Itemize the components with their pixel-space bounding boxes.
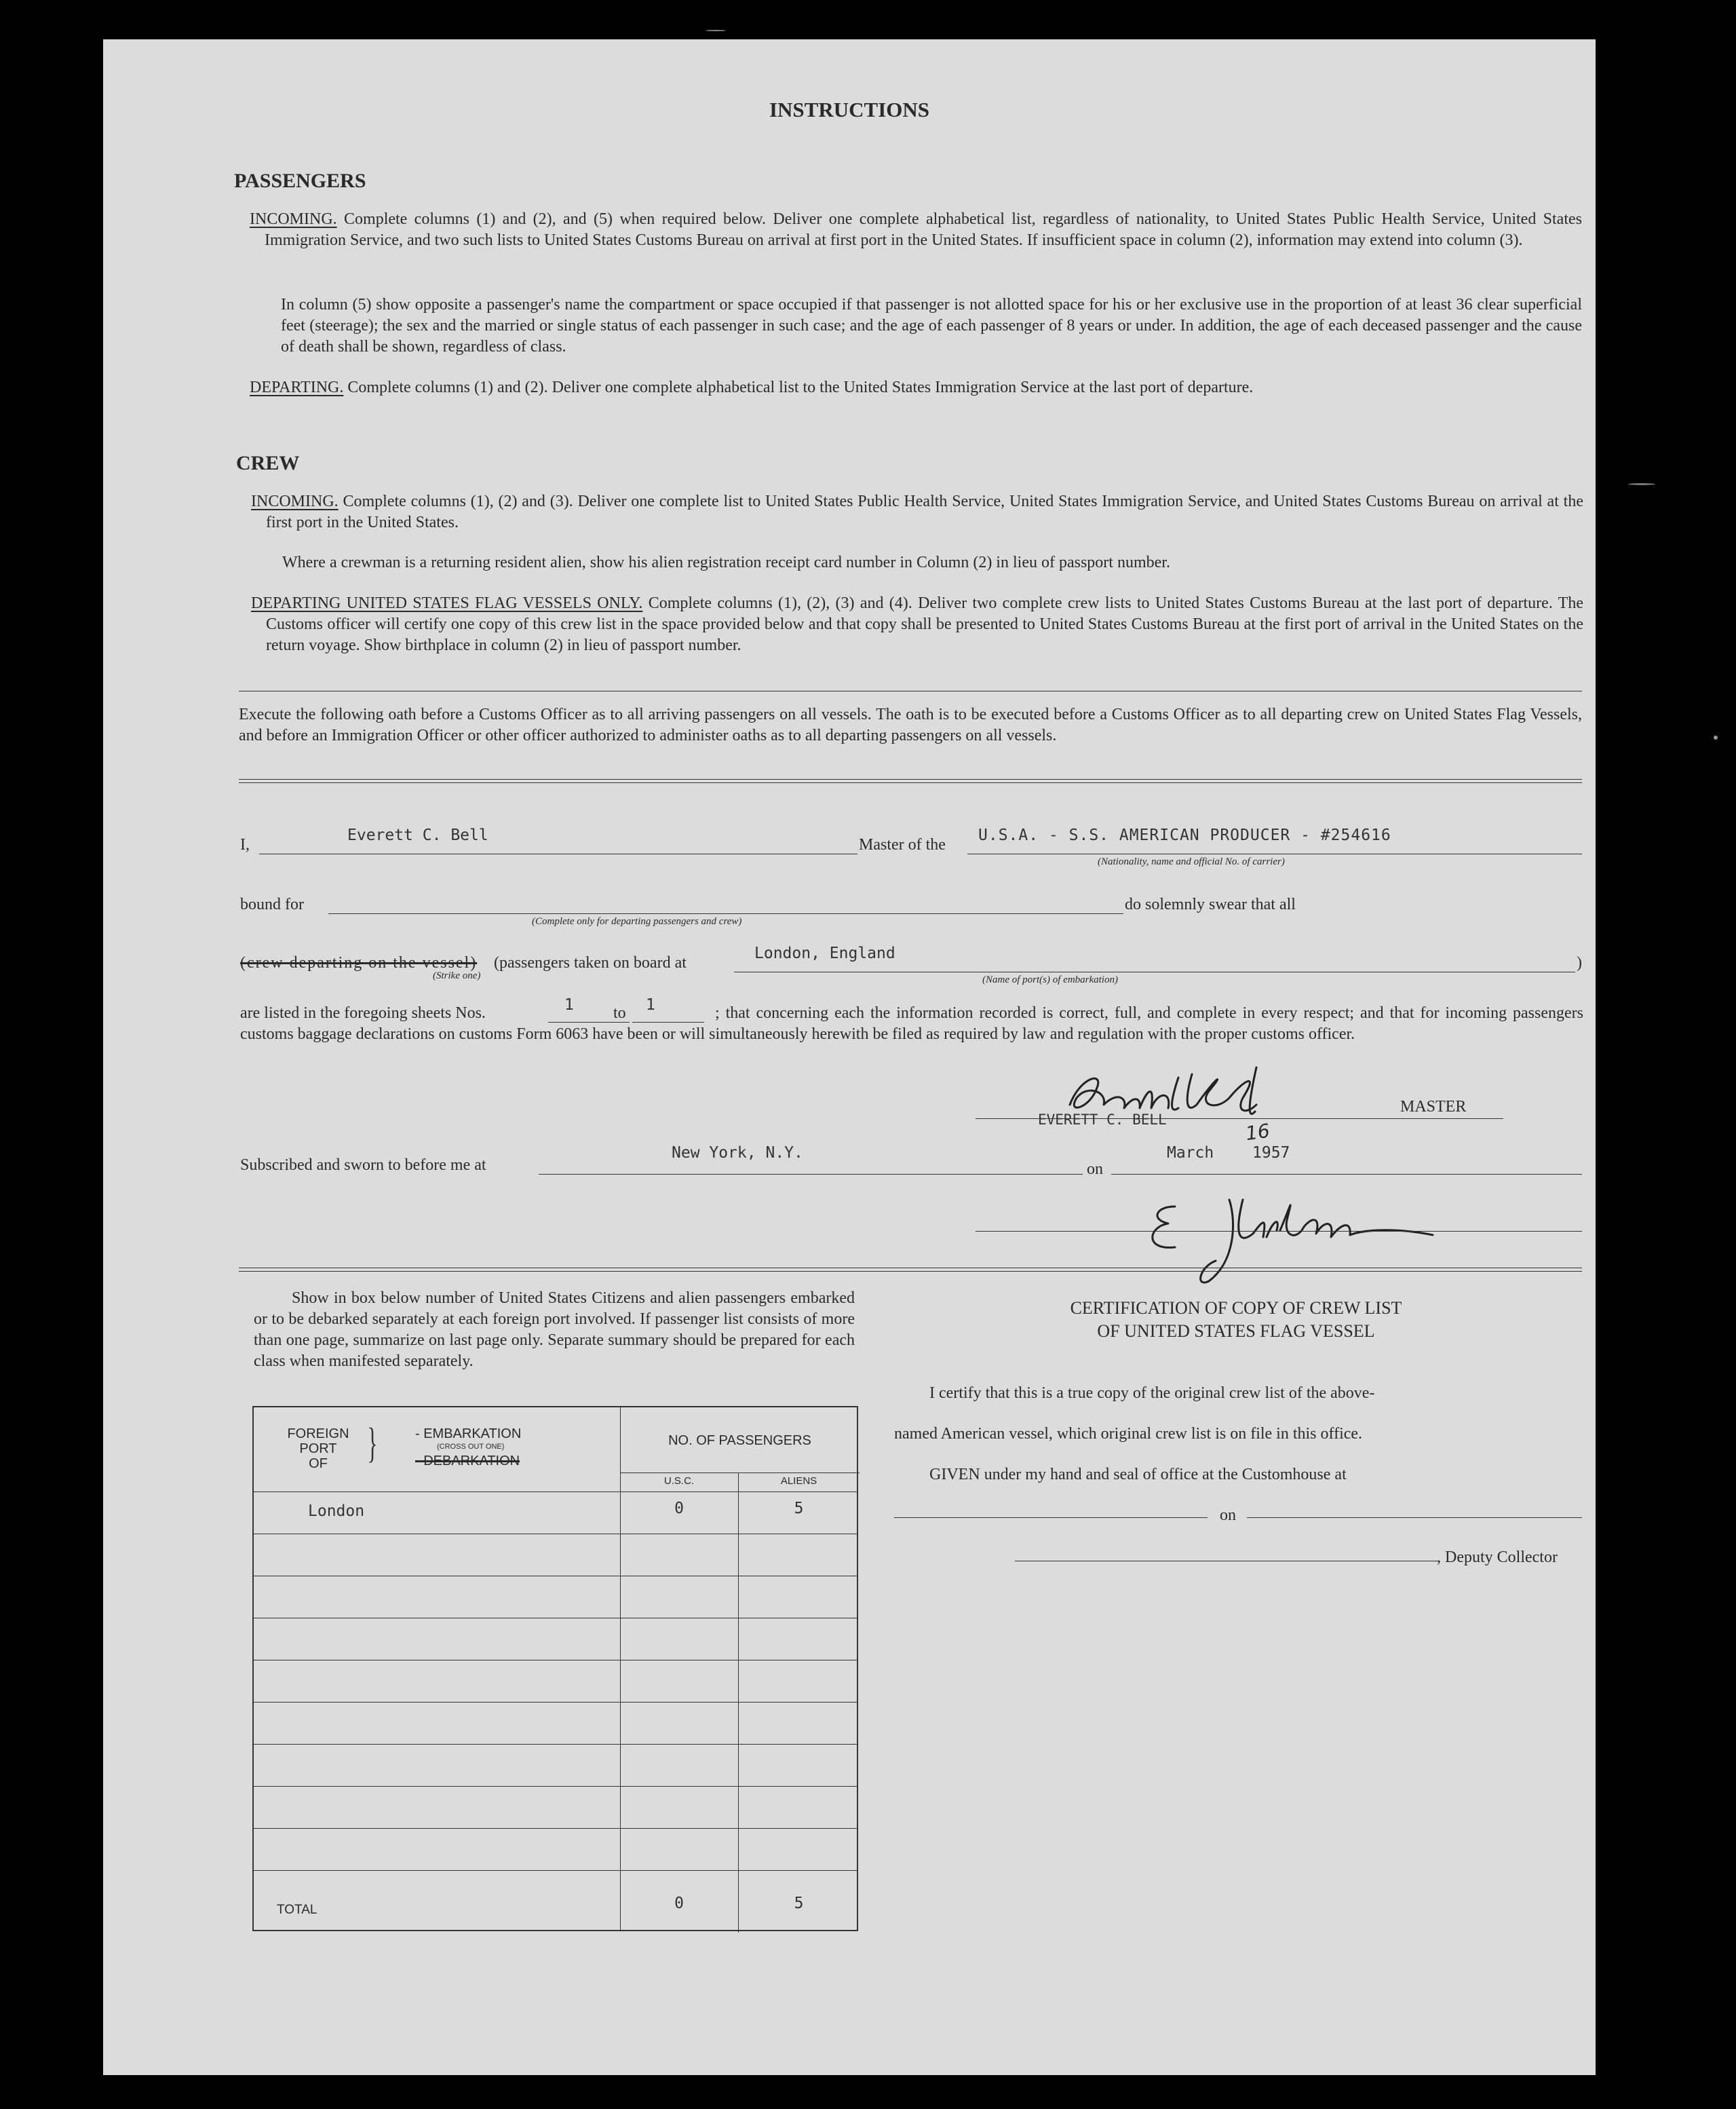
passengers-incoming-paragraph (250, 209, 1582, 251)
row-divider (254, 1786, 857, 1787)
total-usc-value: 0 (674, 1895, 684, 1912)
crew-heading: CREW (236, 452, 300, 474)
certification-title-line2: OF UNITED STATES FLAG VESSEL (1097, 1321, 1375, 1341)
crew-departing-paragraph (251, 593, 1584, 656)
double-divider (239, 779, 1582, 783)
master-of-label: Master of the (859, 836, 946, 854)
crew-departing-text: Complete columns (1), (2), (3) and (4). Deliver two complete crew lists to United States Customs Bureau at the last port of departure. The Customs officer will certify one copy of this crew list in the space provided below and that copy shall be presented to United States Customs Bureau at the first port of arrival in the United States on the return voyage. Show birthplace in column (2) in lieu of passport number. (266, 594, 1584, 654)
certification-text-line2: named American vessel, which original crew list is on file in this office. (894, 1425, 1363, 1443)
sworn-place-line (539, 1174, 1083, 1175)
sheets-to-label: to (613, 1004, 626, 1022)
col-port-line: PORT (299, 1441, 337, 1456)
customhouse-line (894, 1517, 1208, 1518)
master-name-value: Everett C. Bell (347, 826, 488, 844)
master-signature-name: EVERETT C. BELL (1038, 1112, 1167, 1128)
aliens-header: ALIENS (780, 1475, 817, 1487)
master-signature (1039, 1050, 1378, 1152)
sheet-from-value: 1 (564, 996, 574, 1014)
certification-title-line1: CERTIFICATION OF COPY OF CREW LIST (1070, 1298, 1402, 1318)
debarkation-struck: - DEBARKATION (415, 1454, 520, 1468)
officer-signature (1134, 1179, 1582, 1302)
crew-departing-label: DEPARTING UNITED STATES FLAG VESSELS ONLY. (251, 594, 643, 612)
passengers-departing-paragraph (250, 377, 1582, 398)
strike-caption: (Strike one) (433, 970, 481, 981)
row-divider (254, 1828, 857, 1829)
bound-for-label: bound for (240, 896, 304, 913)
crew-departing-struck: (crew departing on the vessel) (240, 954, 478, 972)
passengers-column5-paragraph: In column (5) show opposite a passenger's name the compartment or space occupied if that passenger is not allotted space for his or her exclusive use in the proportion of at least 36 clear superficial feet (steerage); the sex and the married or single status of each passenger in such case; and the age of each passenger of 8 years or under. In addition, the age of each deceased passenger and the cause of death shall be shown, regardless of class. (281, 296, 1582, 356)
scan-speck (1714, 736, 1718, 740)
passengers-incoming-text: Complete columns (1) and (2), and (5) when required below. Deliver one complete alphabetical list, regardless of nationality, to United States Public Health Service, United States Immigration Service, and two such lists to United States Customs Bureau on arrival at first port in the United States. If insufficient space in column (2), information may extend into column (3). (265, 210, 1582, 249)
sworn-day-value: 16 (1243, 1119, 1271, 1145)
passengers-incoming-label: INCOMING. (250, 210, 337, 228)
passengers-taken-label: (passengers taken on board at (494, 954, 687, 972)
usc-header: U.S.C. (663, 1475, 695, 1487)
passengers-departing-text: Complete columns (1) and (2). Deliver one complete alphabetical list to the United States Immigration Service at the last port of departure. (347, 379, 1254, 396)
col-port-line: FOREIGN (287, 1426, 349, 1441)
vessel-value: U.S.A. - S.S. AMERICAN PRODUCER - #254616 (978, 826, 1391, 844)
sheets-label: are listed in the foregoing sheets Nos. (240, 1004, 486, 1022)
sworn-on-label: on (1087, 1160, 1103, 1178)
deputy-collector-label: , Deputy Collector (1437, 1548, 1558, 1566)
sheet-to-value: 1 (646, 996, 655, 1014)
certification-text-line1: I certify that this is a true copy of the original crew list of the above- (929, 1384, 1375, 1402)
passengers-departing-label: DEPARTING. (250, 379, 344, 396)
passenger-summary-table (252, 1406, 858, 1931)
double-divider-2 (239, 1268, 1582, 1272)
crew-resident-paragraph: Where a crewman is a returning resident alien, show his alien registration receipt card number in Column (2) in lieu of passport number. (282, 554, 1170, 571)
close-paren: ) (1577, 954, 1582, 972)
col-port-line: OF (309, 1456, 328, 1471)
vessel-caption: (Nationality, name and official No. of carrier) (1098, 856, 1285, 867)
oath-intro: Execute the following oath before a Customs Officer as to all arriving passengers on all vessels. The oath is to be executed before a Customs Officer as to all departing crew on United States Flag Vessels, and before an Immigration Officer or other officer authorized to administer oaths as to all departing passengers on all vessels. (239, 706, 1582, 744)
sworn-month-value: March (1167, 1144, 1214, 1162)
master-label: MASTER (1400, 1098, 1467, 1116)
bound-for-caption: (Complete only for departing passengers and crew) (532, 916, 742, 927)
sworn-year-value: 1957 (1252, 1144, 1290, 1162)
cross-out-note: (CROSS OUT ONE) (437, 1443, 505, 1451)
total-aliens-value: 5 (794, 1895, 804, 1912)
no-passengers-header: NO. OF PASSENGERS (668, 1433, 811, 1448)
form-page (103, 39, 1596, 2075)
row-divider (254, 1702, 857, 1703)
page-title: INSTRUCTIONS (769, 98, 929, 121)
row-port-value: London (308, 1502, 365, 1520)
row-divider (620, 1472, 860, 1473)
row-usc-value: 0 (674, 1500, 684, 1517)
bound-for-line (328, 913, 1123, 914)
crew-incoming-paragraph (251, 491, 1583, 533)
certification-on-label: on (1220, 1506, 1236, 1524)
total-label: TOTAL (277, 1903, 317, 1917)
col-port-header (281, 1426, 355, 1471)
certification-date-line (1247, 1517, 1582, 1518)
swear-label: do solemnly swear that all (1125, 896, 1296, 913)
officer-signature-line (976, 1231, 1582, 1232)
crew-incoming-text: Complete columns (1), (2) and (3). Deliver one complete list to United States Public Health Service, United States Immigration Service, and United States Customs Bureau on arrival at the first port in the United States. (266, 493, 1583, 531)
row-divider (254, 1870, 857, 1871)
embark-caption: (Name of port(s) of embarkation) (982, 974, 1118, 985)
sworn-place-value: New York, N.Y. (672, 1144, 803, 1162)
sheets-text: ; that concerning each the information recorded is correct, full, and complete in every respect; and that for incoming passengers customs baggage declarations on customs Form 6063 have been or will simultaneously herewith be filed as required by law and regulation with the proper customs officer. (240, 1004, 1583, 1043)
embarkation-label: - EMBARKATION (415, 1426, 522, 1441)
oath-i-label: I, (240, 836, 250, 854)
summary-instructions: Show in box below number of United States Citizens and alien passengers embarked or to be debarked separately at each foreign port involved. If passenger list consists of more than one page, summarize on last page only. Separate summary should be prepared for each class when manifested separately. (254, 1289, 855, 1370)
row-divider (254, 1744, 857, 1745)
scan-speck (1628, 483, 1655, 485)
row-aliens-value: 5 (794, 1500, 804, 1517)
certification-given-line: GIVEN under my hand and seal of office at the Customhouse at (929, 1466, 1347, 1483)
col-divider (738, 1472, 739, 1933)
brace-glyph: } (367, 1420, 378, 1466)
crew-incoming-label: INCOMING. (251, 493, 339, 510)
subscribed-label: Subscribed and sworn to before me at (240, 1156, 486, 1174)
passengers-heading: PASSENGERS (234, 170, 366, 192)
scan-speck (706, 30, 726, 31)
embark-port-value: London, England (754, 945, 895, 962)
sworn-date-line (1111, 1174, 1582, 1175)
